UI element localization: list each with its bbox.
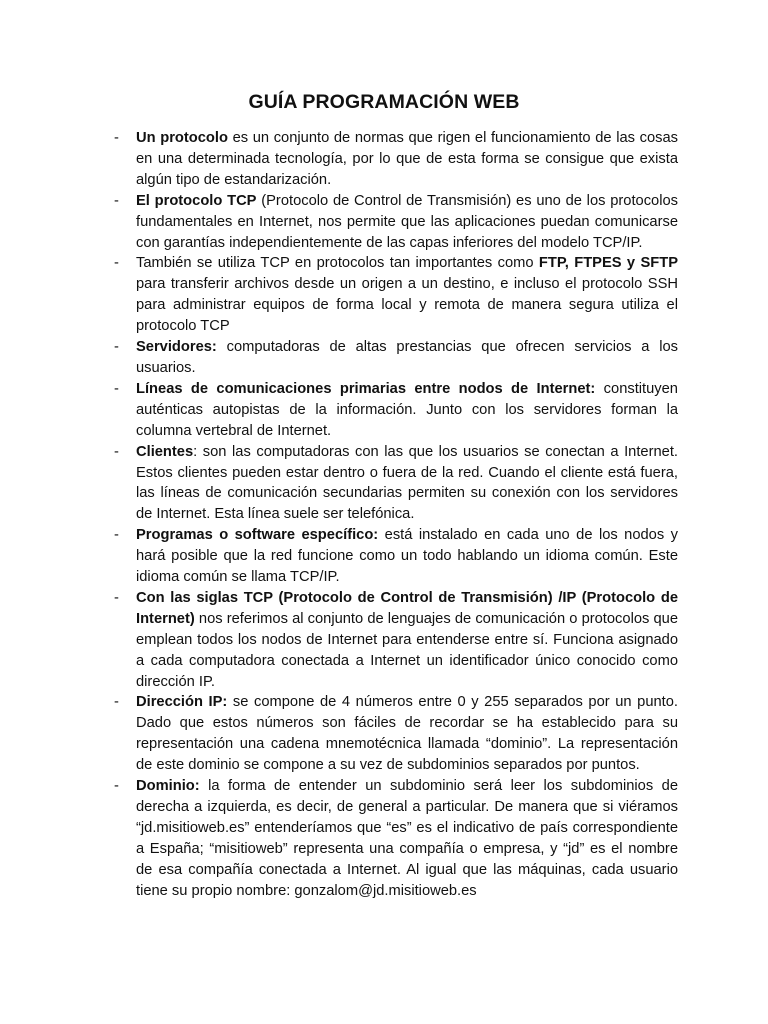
list-item (112, 442, 678, 526)
term: Líneas de comunicaciones primarias entre nodos de Internet: (136, 380, 596, 397)
definition: para transferir archivos desde un origen a un destino, e incluso el protocolo SSH para administrar equipos de forma local y remota de manera segura utiliza el protocolo TCP (136, 276, 678, 335)
definition: computadoras de altas prestancias que ofrecen servicios a los usuarios. (136, 339, 678, 376)
page-title: GUÍA PROGRAMACIÓN WEB (248, 91, 520, 113)
term: Un protocolo (136, 130, 228, 146)
term: Servidores: (136, 339, 217, 356)
definition: se compone de 4 números entre 0 y 255 separados por un punto. Dado que estos números son fáciles de recordar se ha establecido para su representación una cadena mnemotécnica llamada “dominio”. La representación de este dominio se compone a su vez de subdominios separados por puntos. (136, 694, 678, 774)
term: Clientes (136, 443, 194, 460)
definition: es un conjunto de normas que rigen el funcionamiento de las cosas en una determinada tecnología, por lo que de esta forma se consigue que exista algún tipo de estandarización. (136, 130, 678, 188)
definition: constituyen auténticas autopistas de la información. Junto con los servidores forman la columna vertebral de Internet. (136, 380, 678, 439)
definition: (Protocolo de Control de Transmisión) es uno de los protocolos fundamentales en Internet, nos permite que las aplicaciones puedan comunicarse con garantías independientemente de las capas inferiores del modelo TCP/IP. (136, 192, 678, 251)
definition: nos referimos al conjunto de lenguajes de comunicación o protocolos que emplean todos los nodos de Internet para entenderse entre sí. Funciona asignado a cada computadora conectada a Internet un identificador único conocido como dirección IP. (136, 610, 678, 690)
term: Programas o software específico: (136, 527, 379, 544)
bullet-list (112, 128, 678, 902)
term: Dirección IP: (136, 694, 228, 711)
list-item (112, 253, 678, 337)
term: Con las siglas TCP (Protocolo de Control de Transmisión) /IP (Protocolo de Internet) (136, 589, 678, 627)
list-item (112, 128, 678, 191)
definition: También se utiliza TCP en protocolos tan importantes como (136, 255, 539, 272)
definition: : son las computadoras con las que los usuarios se conectan a Internet. Estos clientes pueden estar dentro o fuera de la red. Cuando el cliente está fuera, las líneas de comunicación secundarias permiten su conexión con los servidores de Internet. Esta línea suele ser telefónica. (136, 443, 678, 523)
term: FTP, FTPES y SFTP (538, 255, 678, 272)
definition: la forma de entender un subdominio será leer los subdominios de derecha a izquierda, es decir, de general a particular. De manera que si viéramos “jd.misitioweb.es” entenderíamos que “es” es el indicativo de país correspondiente a España; “misitioweb” representa una compañía o empresa, y “jd” es el nombre de esa compañía conectada a Internet. Al igual que las máquinas, cada usuario tiene su propio nombre: gonzalom@jd.misitioweb.es (136, 778, 678, 899)
list-item (112, 337, 678, 379)
list-item (112, 525, 678, 588)
list-item (112, 379, 678, 442)
list-item (112, 692, 678, 776)
list-item (112, 588, 678, 693)
term: El protocolo TCP (136, 192, 257, 209)
term: Dominio: (136, 778, 200, 795)
list-item (112, 191, 678, 254)
list-item (112, 776, 678, 901)
definition: está instalado en cada uno de los nodos y hará posible que la red funcione como un todo hablando un idioma común. Este idioma común se llama TCP/IP. (136, 527, 678, 586)
